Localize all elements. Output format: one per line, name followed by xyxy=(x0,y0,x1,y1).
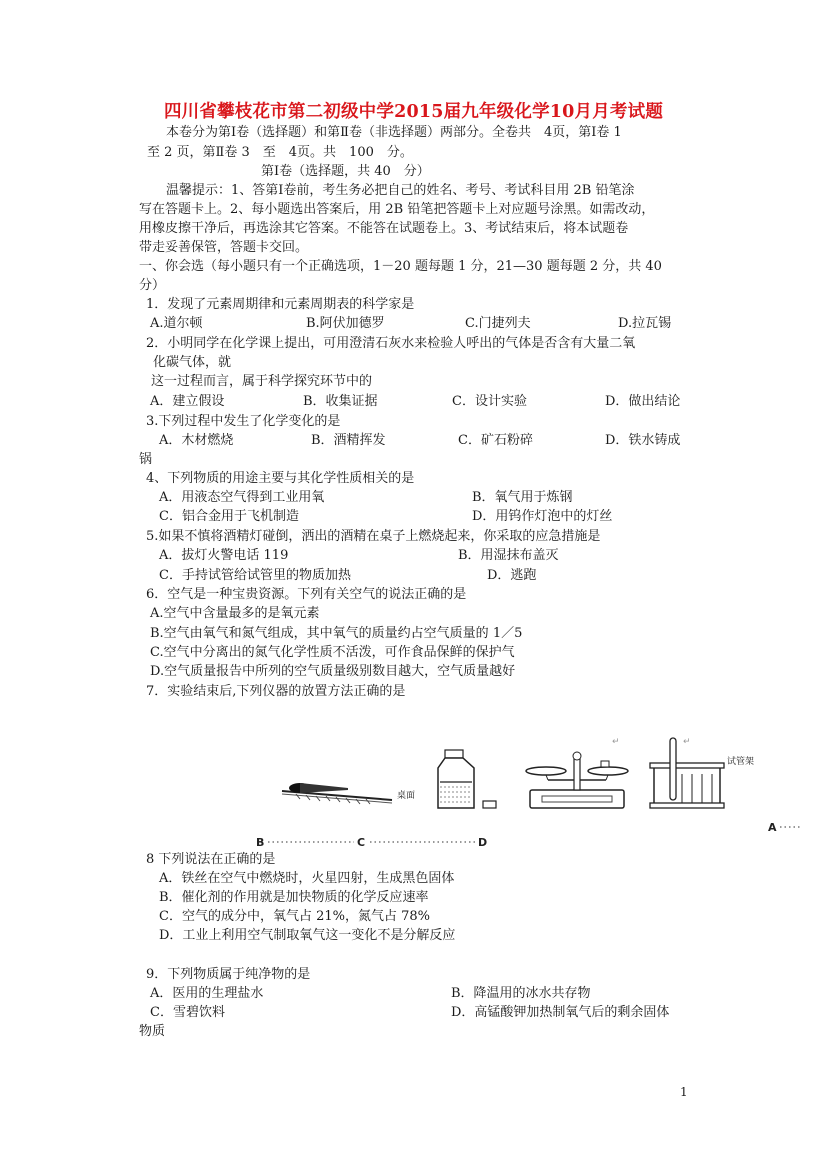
q7-stem: 7．实验结束后,下列仪器的放置方法正确的是 xyxy=(146,684,406,699)
q3-option-c: C．矿石粉碎 xyxy=(458,433,533,448)
intro-line-1: 本卷分为第Ⅰ卷（选择题）和第Ⅱ卷（非选择题）两部分。全卷共 4页，第Ⅰ卷 1 xyxy=(166,125,622,140)
q3-option-b: B．酒精挥发 xyxy=(311,433,386,448)
rack-label: 试管架 xyxy=(727,757,755,767)
q4-option-d: D．用钨作灯泡中的灯丝 xyxy=(472,509,613,524)
q2-option-b: B．收集证据 xyxy=(303,394,378,409)
section-heading: 第Ⅰ卷（选择题，共 40 分） xyxy=(261,164,430,179)
q2-stem-line-3: 这一过程而言，属于科学探究环节中的 xyxy=(151,374,373,389)
q1-option-b: B.阿伏加德罗 xyxy=(306,316,385,331)
table-label: 桌面 xyxy=(397,791,416,801)
q6-option-c: C.空气中分离出的氮气化学性质不活泼，可作食品保鲜的保护气 xyxy=(150,645,515,660)
q3-option-a: A．木材燃烧 xyxy=(159,433,234,448)
tips-line-2: 写在答题卡上。2、每小题选出答案后，用 2B 铅笔把答题卡上对应题号涂黑。如需改动， xyxy=(139,202,655,217)
tips-line-3: 用橡皮擦干净后，再选涂其它答案。不能答在试题卷上。3、考试结束后，将本试题卷 xyxy=(139,221,629,236)
q5-stem: 5.如果不慎将酒精灯碰倒，洒出的酒精在桌子上燃烧起来，你采取的应急措施是 xyxy=(146,529,601,544)
q7-label-b: B xyxy=(256,836,265,849)
q2-option-c: C．设计实验 xyxy=(452,394,527,409)
page-number: 1 xyxy=(680,1085,688,1099)
q2-stem-line-2: 化碳气体，就 xyxy=(153,355,232,370)
test-tube-on-table-figure xyxy=(282,783,415,804)
q1-stem: 1．发现了元素周期律和元素周期表的科学家是 xyxy=(146,297,415,312)
q7-label-d: D xyxy=(478,836,488,849)
q7-label-a: A xyxy=(768,821,777,834)
q9-option-d: D．高锰酸钾加热制氧气后的剩余固体 xyxy=(451,1005,670,1020)
q5-option-b: B．用湿抹布盖灭 xyxy=(458,548,559,563)
balance-figure xyxy=(526,737,628,808)
q9-option-c: C．雪碧饮料 xyxy=(150,1005,225,1020)
q6-option-a: A.空气中含量最多的是氧元素 xyxy=(150,606,320,621)
q8-stem: 8 下列说法在正确的是 xyxy=(146,852,276,867)
q5-option-d: D．逃跑 xyxy=(487,568,537,583)
q5-option-a: A．拔灯火警电话 119 xyxy=(159,548,289,563)
return-mark-2: ↵ xyxy=(683,737,691,747)
q2-option-d: D．做出结论 xyxy=(605,394,681,409)
part-heading-line-2: 分） xyxy=(139,278,166,293)
q8-option-b: B．催化剂的作用就是加快物质的化学反应速率 xyxy=(159,890,429,905)
q6-stem: 6．空气是一种宝贵资源。下列有关空气的说法正确的是 xyxy=(146,587,467,602)
q6-option-b: B.空气由氧气和氮气组成，其中氧气的质量约占空气质量的 1／5 xyxy=(150,626,523,641)
tips-line-4: 带走妥善保管，答题卡交回。 xyxy=(139,240,309,255)
q7-label-c: C xyxy=(357,836,366,849)
q5-option-c: C．手持试管给试管里的物质加热 xyxy=(159,568,351,583)
tips-line-1: 温馨提示：1、答第Ⅰ卷前，考生务必把自己的姓名、考号、考试科目用 2B 铅笔涂 xyxy=(166,183,635,198)
q4-stem: 4、下列物质的用途主要与其化学性质相关的是 xyxy=(146,471,415,486)
q9-option-a: A．医用的生理盐水 xyxy=(150,986,264,1001)
q8-option-c: C．空气的成分中，氧气占 21%，氮气占 78% xyxy=(159,909,431,924)
q2-option-a: A．建立假设 xyxy=(150,394,225,409)
q3-stem: 3.下列过程中发生了化学变化的是 xyxy=(146,414,341,429)
q7-figure xyxy=(0,730,827,850)
q8-option-a: A．铁丝在空气中燃烧时，火星四射，生成黑色固体 xyxy=(159,871,455,886)
return-mark-1: ↵ xyxy=(612,737,620,747)
q1-option-c: C.门捷列夫 xyxy=(465,316,531,331)
q4-option-c: C．铝合金用于飞机制造 xyxy=(159,509,299,524)
part-heading-line-1: 一、你会选（每小题只有一个正确选项，1－20 题每题 1 分，21—30 题每题 2 分，共 40 xyxy=(139,259,662,274)
q4-option-a: A．用液态空气得到工业用氧 xyxy=(159,490,325,505)
q3-option-d-cont: 锅 xyxy=(139,452,153,467)
q8-option-d: D．工业上利用空气制取氧气这一变化不是分解反应 xyxy=(159,928,456,943)
q1-option-a: A.道尔顿 xyxy=(150,316,203,331)
q9-option-b: B．降温用的冰水共存物 xyxy=(451,986,591,1001)
q6-option-d: D.空气质量报告中所列的空气质量级别数目越大，空气质量越好 xyxy=(150,664,516,679)
page-title: 四川省攀枝花市第二初级中学2015届九年级化学10月月考试题 xyxy=(163,102,664,122)
q1-option-d: D.拉瓦锡 xyxy=(618,316,672,331)
q3-option-d: D．铁水铸成 xyxy=(605,433,681,448)
q4-option-b: B．氧气用于炼钢 xyxy=(472,490,573,505)
q9-stem: 9．下列物质属于纯净物的是 xyxy=(146,967,311,982)
q9-option-d-cont: 物质 xyxy=(139,1024,166,1039)
q2-stem-line-1: 2．小明同学在化学课上提出，可用澄清石灰水来检验人呼出的气体是否含有大量二氧 xyxy=(146,336,636,351)
intro-line-2: 至 2 页，第Ⅱ卷 3 至 4页。共 100 分。 xyxy=(147,145,413,160)
reagent-bottle-figure xyxy=(438,750,496,808)
test-tube-rack-figure xyxy=(650,737,754,808)
